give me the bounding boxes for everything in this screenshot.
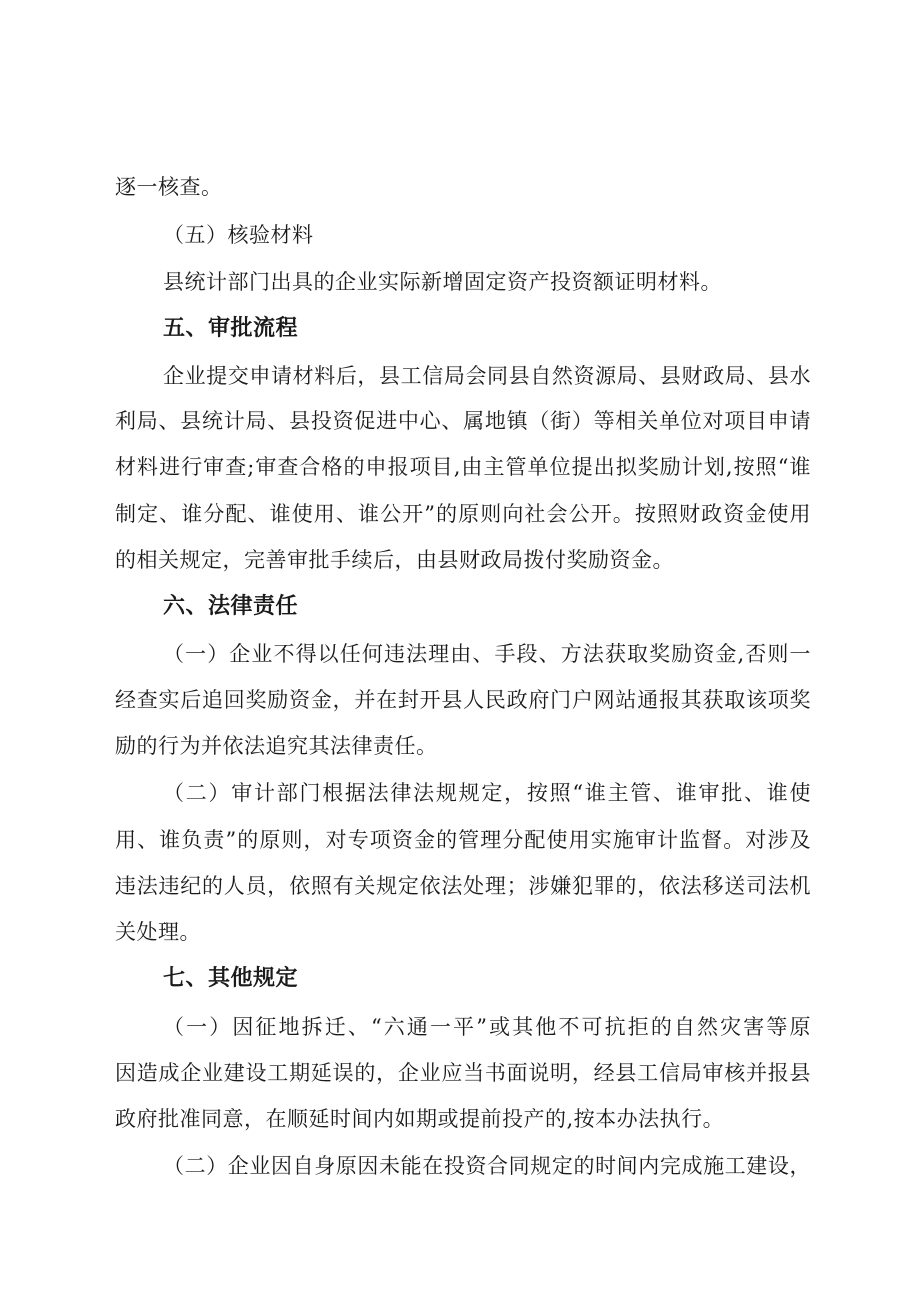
paragraph-line: 关处理。 [115,920,201,944]
paragraph-line: 县统计部门出具的企业实际新增固定资产投资额证明材料。 [163,270,722,294]
paragraph-line: 材料进行审查;审查合格的申报项目,由主管单位提出拟奖励计划,按照“谁 [115,455,811,479]
paragraph-line: （二）审计部门根据法律法规规定，按照“谁主管、谁审批、谁使 [163,781,811,805]
paragraph-line: 制定、谁分配、谁使用、谁公开”的原则向社会公开。按照财政资金使用 [115,502,811,526]
paragraph-line: （二）企业因自身原因未能在投资合同规定的时间内完成施工建设， [163,1154,811,1178]
paragraph-line: （一）因征地拆迁、“六通一平”或其他不可抗拒的自然灾害等原 [163,1015,811,1039]
section-heading: 七、其他规定 [163,966,299,991]
paragraph-line: 政府批准同意，在顺延时间内如期或提前投产的,按本办法执行。 [115,1107,725,1131]
paragraph-line: 因造成企业建设工期延误的，企业应当书面说明，经县工信局审核并报县 [115,1061,811,1085]
section-heading: 五、审批流程 [163,316,299,341]
paragraph-line: 经查实后追回奖励资金，并在封开县人民政府门户网站通报其获取该项奖 [115,688,811,712]
paragraph-line: 用、谁负责”的原则，对专项资金的管理分配使用实施审计监督。对涉及 [115,828,811,852]
paragraph-line: 企业提交申请材料后，县工信局会同县自然资源局、县财政局、县水 [163,364,811,388]
subheading-line: （五）核验材料 [163,223,314,247]
paragraph-line: （一）企业不得以任何违法理由、手段、方法获取奖励资金,否则一 [163,642,811,666]
paragraph-line: 违法违纪的人员，依照有关规定依法处理；涉嫌犯罪的，依法移送司法机 [115,874,811,898]
paragraph-line: 利局、县统计局、县投资促进中心、属地镇（街）等相关单位对项目申请 [115,409,811,433]
paragraph-line: 的相关规定，完善审批手续后，由县财政局拨付奖励资金。 [115,548,674,572]
paragraph-line: 逐一核查。 [115,175,223,199]
section-heading: 六、法律责任 [163,594,299,619]
paragraph-line: 励的行为并依法追究其法律责任。 [115,734,438,758]
